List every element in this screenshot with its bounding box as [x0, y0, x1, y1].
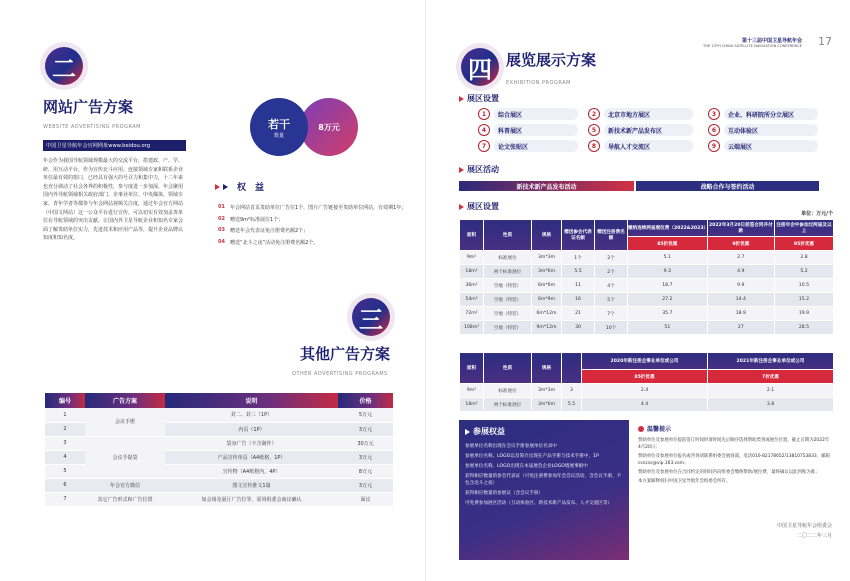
col-header: 2020年新注册企事业单位或公司 [582, 353, 708, 370]
zone-item [478, 108, 578, 120]
cell: 2.8 [775, 251, 834, 265]
cell: 7个 [595, 307, 628, 321]
cell: 9m² [460, 384, 484, 398]
cell: 3万元 [338, 450, 393, 464]
cell: 9.9 [707, 279, 774, 293]
cell: 3 [562, 384, 582, 398]
tip-item: 赞助单位及参展单位报名或咨询请联系组委会展商部，电话010-82178652/13810753833，邮箱csncss@vip.163.com； [638, 454, 830, 466]
rights-item: 可免费参加展区活动（互动体验区、新技术新产品发布、人才交流区等） [465, 501, 613, 506]
cell: 21 [562, 307, 595, 321]
zone-num: 2 [588, 108, 600, 120]
section-title: 展览展示方案 [506, 51, 597, 69]
exhibitor-rights-list [465, 443, 623, 507]
table-row [45, 478, 393, 492]
quantity-bubble [250, 98, 308, 156]
zone-item [478, 124, 578, 136]
col-header: 赠送注册费名额 [595, 220, 628, 251]
section-title: 其他广告方案 [300, 345, 391, 363]
zone-item [478, 140, 578, 152]
zone-num: 1 [478, 108, 490, 120]
exhibitor-rights-heading [465, 426, 623, 437]
cell: 18.7 [628, 279, 708, 293]
zone-item [588, 108, 693, 120]
section-number-badge: 四 [461, 48, 499, 86]
cell: 5.1 [628, 251, 708, 265]
cell: 10.5 [775, 279, 834, 293]
cell: 宣传物（A4纸格内，4P） [165, 464, 338, 478]
tip-item: 赞助单位及参展单位在合同约定的时间内向组委会缴纳赞助/展位费，最终确认以此到账为准； [638, 470, 820, 475]
cell: 3万元 [338, 422, 393, 436]
cell: 空地（特装） [484, 279, 532, 293]
ad-table [45, 393, 393, 507]
cell: 4个 [595, 279, 628, 293]
cell: 5 [45, 464, 85, 478]
cell: 9m² [460, 251, 484, 265]
zone-num: 9 [708, 140, 720, 152]
tips-list [638, 437, 831, 485]
cell: 3m*3m [532, 384, 562, 398]
zone-label: 互动体验区 [724, 124, 818, 136]
cell: 9.3 [628, 265, 708, 279]
section-subtitle: WEBSITE ADVERTISING PROGRAM [43, 124, 141, 130]
new-company-table [459, 352, 834, 412]
booth-table [459, 219, 834, 335]
arrow-icon [459, 204, 464, 210]
col-header: 面积 [460, 353, 484, 384]
cell: 51 [628, 321, 708, 335]
table-row [45, 492, 393, 506]
section-subtitle: EXHIBITION PROGRAM [506, 80, 571, 86]
section-title: 网站广告方案 [43, 98, 134, 116]
cell: 11 [562, 279, 595, 293]
rights-item: 参展单位名称、LOGO以及简介出现在产品手册与技术手册中，1P [465, 454, 599, 459]
cell: 5个 [595, 293, 628, 307]
alert-icon [638, 426, 644, 432]
rights-item: 获得相应数量的参展证（含会议手册） [465, 491, 544, 496]
zone-item [708, 124, 818, 136]
rights-text: 赠送“北斗之夜”活动免注册费名额2个。 [230, 239, 319, 246]
rights-num: 04 [218, 238, 225, 245]
cell: 3 [45, 436, 85, 450]
cell: 3m*6m [532, 265, 562, 279]
cell: 两个标准展位 [484, 398, 532, 412]
discount-label: 7折优惠 [708, 370, 834, 384]
table-row [460, 293, 834, 307]
table-row [45, 436, 393, 450]
cell: 会议手提袋 [85, 436, 165, 478]
cell: 1个 [562, 251, 595, 265]
cell: 2个 [595, 251, 628, 265]
col-header: 赠送参会代表证名额 [562, 220, 595, 251]
cell: 6m*9m [532, 293, 562, 307]
rights-num: 03 [218, 227, 225, 234]
rights-title: 权 益 [237, 183, 265, 193]
cell: 面议 [338, 492, 393, 506]
rights-item: 获得相应数量的参会代表证（可免注册费参加年会会议活动，含会议手册、不包含北斗之夜） [465, 474, 622, 486]
cell: 35.7 [628, 307, 708, 321]
cell: 2.7 [707, 251, 774, 265]
quantity-label: 数量 [273, 132, 284, 139]
col-header: 缴纳连续两届展位费（2022&2023） [628, 220, 708, 237]
cell: 5.5 [562, 398, 582, 412]
section-subtitle: OTHER ADVERTISING PROGRAMS [292, 371, 388, 377]
col-header: 价格 [338, 393, 393, 408]
zone-label: 云端展区 [724, 140, 818, 152]
table-header [460, 220, 834, 237]
rights-item: 参展单位名称、LOGO出现在本届展会企业LOGO墙展事板中 [465, 464, 588, 469]
table-row [460, 307, 834, 321]
cell: 54m² [460, 293, 484, 307]
section-number-badge: 三 [352, 298, 390, 336]
section-number-badge: 二 [45, 47, 83, 85]
activity-title: 展区活动 [467, 165, 499, 174]
rights-heading [215, 180, 264, 193]
table-row [460, 398, 834, 412]
discount-label: 85折优惠 [628, 237, 708, 251]
cell: 6 [45, 478, 85, 492]
cell: 其它广告形式和广告位置 [85, 492, 165, 506]
table-header [460, 353, 834, 370]
col-header: 面积 [460, 220, 484, 251]
col-header: 注册年会中参加过两届及以上 [775, 220, 834, 237]
cell: 会议手册 [85, 408, 165, 436]
cell: 标准展位 [484, 251, 532, 265]
zone-item [708, 108, 818, 120]
cell: 4.9 [707, 265, 774, 279]
discount-label: 9折优惠 [707, 237, 774, 251]
cell: 3m*3m [532, 251, 562, 265]
cell: 8万元 [338, 464, 393, 478]
zone-num: 6 [708, 124, 720, 136]
cell: 27 [707, 321, 774, 335]
cell: 1 [45, 408, 85, 422]
arrow-icon [459, 96, 464, 102]
zones-title: 展区设置 [467, 94, 499, 103]
discount-label: 95折优惠 [775, 237, 834, 251]
col-header: 性质 [484, 220, 532, 251]
cell: 19.9 [775, 307, 834, 321]
cell: 2个 [595, 265, 628, 279]
cell: 内页（1P） [165, 422, 338, 436]
price-bubble: 8万元 [300, 98, 358, 156]
zone-label: 科普展区 [494, 124, 578, 136]
zone-label: 综合展区 [494, 108, 578, 120]
rights-item [218, 204, 408, 213]
cell: 封二、封三（1P） [165, 408, 338, 422]
exhibitor-rights-panel [459, 420, 629, 560]
conference-header [703, 37, 802, 48]
cell: 3m*6m [532, 398, 562, 412]
table-row [460, 384, 834, 398]
rights-list [218, 204, 408, 250]
tip-item: 本方案解释权归中国卫星导航年会组委会所有。 [638, 479, 731, 484]
rights-item [218, 227, 408, 236]
cell: 年会官方微信 [85, 478, 165, 492]
cell: 15.2 [775, 293, 834, 307]
cell: 空地（特装） [484, 321, 532, 335]
cell: 72m² [460, 307, 484, 321]
cell: 108m² [460, 321, 484, 335]
arrow-icon [465, 429, 470, 435]
cell: 16 [562, 293, 595, 307]
col-header: 规格 [532, 353, 562, 384]
rights-item [218, 239, 408, 248]
cell: 14.4 [707, 293, 774, 307]
activity-heading [459, 164, 499, 175]
rights-text: 年会网站首页贵助单位广告位1个，图片广告链接至贵助单位网站，有效期1年； [230, 205, 407, 211]
unit-label: 单位：万元/个 [801, 211, 833, 217]
col-header [562, 353, 582, 384]
rights-num: 01 [218, 204, 225, 210]
cell: 2.1 [708, 384, 834, 398]
zone-item [588, 140, 693, 152]
arrow-icon [223, 184, 228, 190]
table-row [460, 251, 834, 265]
zones-heading [459, 93, 499, 104]
table-row [460, 279, 834, 293]
col-header: 2021年新注册企事业单位或公司 [708, 353, 834, 370]
cell: 30 [562, 321, 595, 335]
cell: 2 [45, 422, 85, 436]
activity-item: 新技术新产品发布活动 [459, 181, 634, 191]
tips-panel [638, 424, 831, 487]
cell: 3万元 [338, 478, 393, 492]
zone-label: 新技术新产品发布区 [604, 124, 693, 136]
cell: 5.5 [562, 265, 595, 279]
zone-num: 3 [708, 108, 720, 120]
right-page [425, 0, 850, 581]
col-header: 2022年3月20日前签合同并付款 [707, 220, 774, 237]
cell: 2.4 [582, 384, 708, 398]
table-row [460, 265, 834, 279]
cell: 10个 [595, 321, 628, 335]
cell: 27.2 [628, 293, 708, 307]
cell: 5.2 [775, 265, 834, 279]
rights-num: 02 [218, 215, 225, 222]
rights-item: 参展单位名称出现在会议手册参展单位名录中 [465, 444, 557, 449]
conference-name-en: THE 13TH CHINA SATELLITE NAVIGATION CONFERENCE [702, 44, 802, 48]
rights-text: 赠送年会代表证免注册费名额2个； [230, 228, 309, 235]
cell: 产品宣传单页（A4纸格，1P） [165, 450, 338, 464]
booth-title: 展区设置 [467, 202, 499, 211]
col-header: 规格 [532, 220, 562, 251]
zone-item [588, 124, 693, 136]
booth-heading [459, 201, 499, 212]
zone-num: 8 [588, 140, 600, 152]
conference-name: 第十三届中国卫星导航年会 [741, 38, 802, 44]
cell: 28.5 [775, 321, 834, 335]
page-number: 17 [818, 35, 832, 48]
tips-heading [638, 424, 831, 433]
cell: 18m² [460, 398, 484, 412]
intro-text: 年会作为我国导航领域规模最大的交流平台，搭建政、产、学、研、用互动平台，作为宣传北斗应用、连接领域专家和联系企业单位最有效的窗口，已经具有强大的号召力和集中力，十二年来也充分调动了社会各界的积极性，参与度进一步加深，年会聚用国内外导航领域相关政府部门、企事业单位、中央媒体、领域专家、青年学者等都参与年会网站视频关注度，通过年会官方网站（中国文网站）这一公众平台进行宣传，可以切实有效加盖贵单位在导航领域的突出贡献。让国内外卫星导航企业和知名专家会面了解贵助单位实力，先进技术和应用产品等，提升企业品牌认知度和知名度。 [43, 158, 184, 242]
col-header: 性质 [484, 353, 532, 384]
cell: 两个标准展位 [484, 265, 532, 279]
tips-title: 温馨提示 [647, 426, 672, 433]
zone-label: 企业、科研院所分立展区 [724, 108, 818, 120]
cell: 6m*12m [532, 307, 562, 321]
table-row [460, 321, 834, 335]
col-header: 广告方案 [85, 393, 165, 408]
col-header: 说明 [165, 393, 338, 408]
zone-num: 5 [588, 124, 600, 136]
cell: 7 [45, 492, 85, 506]
zone-label: 北京市地方展区 [604, 108, 693, 120]
cell: 4 [45, 450, 85, 464]
cell: 如会场及展厅广告位等，需同组委会商议确认 [165, 492, 338, 506]
cell: 图文宣传推文1篇 [165, 478, 338, 492]
table-row [45, 408, 393, 422]
exhibitor-rights-title: 参展权益 [473, 427, 505, 436]
cell: 36m² [460, 279, 484, 293]
quantity-value: 若干 [268, 117, 290, 131]
zone-num: 7 [478, 140, 490, 152]
cell: 9m*12m [532, 321, 562, 335]
cell: 18m² [460, 265, 484, 279]
cell: 18.9 [707, 307, 774, 321]
col-header: 编号 [45, 393, 85, 408]
footer-date: 二〇二二年三月 [796, 533, 832, 539]
website-url-bar: 中国卫星导航年会官网网址www.beidou.org [43, 140, 186, 151]
zone-num: 4 [478, 124, 490, 136]
cell: 4.4 [582, 398, 708, 412]
zone-label: 导航人才交流区 [604, 140, 693, 152]
zone-label: 论文张贴区 [494, 140, 578, 152]
cell: 6m*6m [532, 279, 562, 293]
cell: 空地（特装） [484, 293, 532, 307]
arrow-icon [215, 184, 220, 190]
cell: 标准展位 [484, 384, 532, 398]
cell: 5万元 [338, 408, 393, 422]
rights-text: 赠送9m²标准展位1个； [230, 216, 284, 223]
cell: 空地（特装） [484, 307, 532, 321]
rights-item [218, 216, 408, 225]
footer-org: 中国卫星导航年会组委会 [776, 523, 832, 529]
cell: 袋身广告（不含制作） [165, 436, 338, 450]
discount-label: 85折优惠 [582, 370, 708, 384]
arrow-icon [459, 167, 464, 173]
cell: 3.8 [708, 398, 834, 412]
activity-item: 战略合作与签约活动 [636, 181, 819, 191]
table-header [45, 393, 393, 408]
zone-item [708, 140, 818, 152]
tip-item: 赞助单位及参展单位提前签订时间时请时间先后顺序选择赞助类别或展位位置，截止日期为2022年4月20日； [638, 438, 830, 450]
cell: 30万元 [338, 436, 393, 450]
